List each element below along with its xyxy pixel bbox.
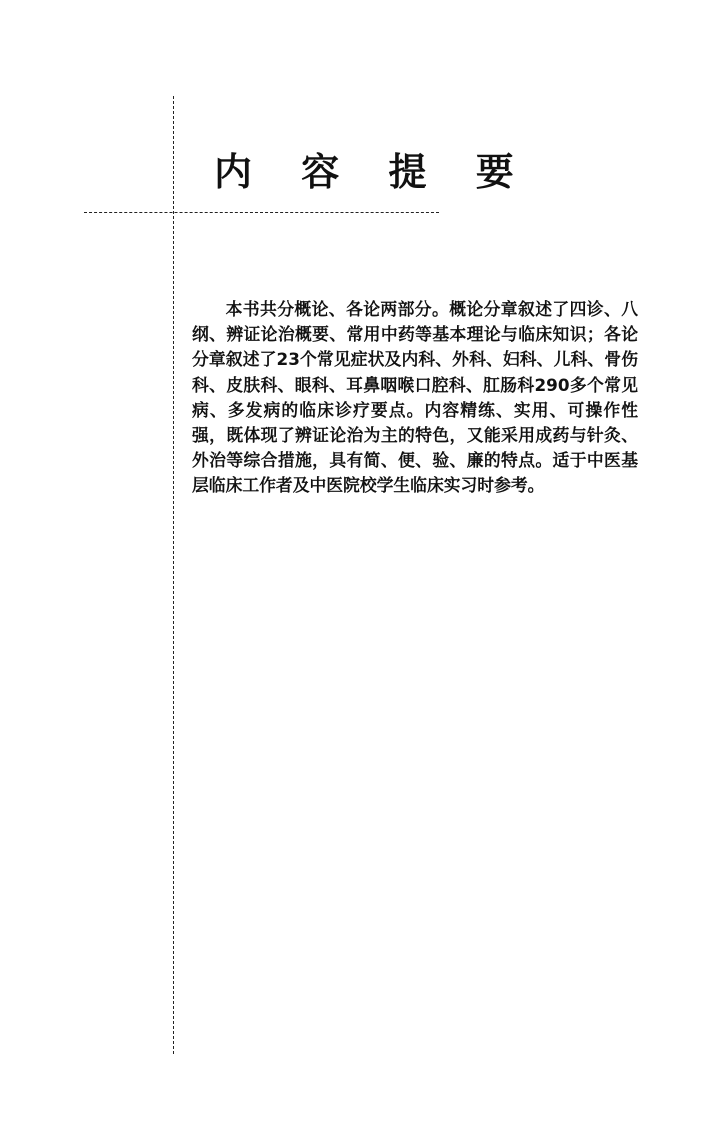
summary-paragraph: 本书共分概论、各论两部分。概论分章叙述了四诊、八纲、辨证论治概要、常用中药等基本理论与临床知识；各论分章叙述了23个常见症状及内科、外科、妇科、儿科、骨伤科、皮肤科、眼科、耳鼻咽喉口腔科、肛肠科290多个常见病、多发病的临床诊疗要点。内容精练、实用、可操作性强，既体现了辨证论治为主的特色，又能采用成药与针灸、外治等综合措施，具有简、便、验、廉的特点。适于中医基层临床工作者及中医院校学生临床实习时参考。 [192,299,638,496]
page-title: 内 容 提 要 [214,149,532,194]
vertical-dashed-rule [173,96,174,1054]
horizontal-dashed-rule [84,212,439,213]
